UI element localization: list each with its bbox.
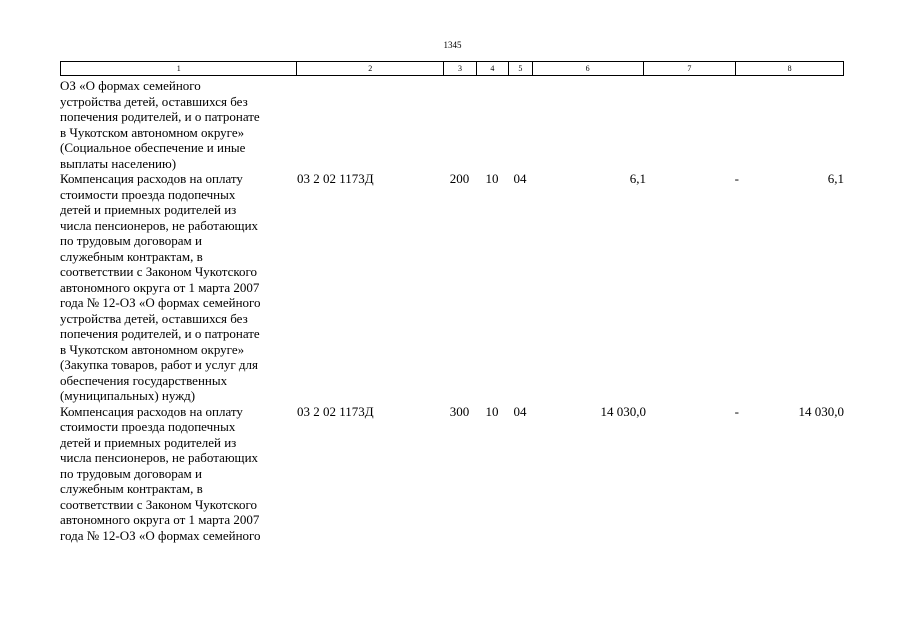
row-code: 03 2 02 1173Д	[297, 171, 374, 186]
header-col-3: 3	[444, 62, 477, 75]
table-row	[60, 78, 850, 171]
table-body	[60, 78, 850, 543]
row-col-7: -	[734, 171, 739, 186]
row-col-3: 300	[449, 403, 470, 419]
header-col-6: 6	[533, 62, 644, 75]
header-col-7: 7	[644, 62, 737, 75]
row-col-4: 10	[485, 403, 499, 419]
table-header	[60, 61, 844, 76]
table-row	[60, 171, 850, 404]
row-col-8: 14 030,0	[798, 403, 844, 419]
row-col-5: 04	[513, 171, 527, 186]
header-col-5: 5	[509, 62, 533, 75]
header-col-4: 4	[477, 62, 509, 75]
row-description: ОЗ «О формах семейного устройства детей, оставшихся без попечения родителей, и о патронате в Чукотском автономном округе» (Социальное обеспечение и иные выплаты населению)	[60, 78, 260, 171]
header-col-1: 1	[61, 62, 297, 75]
row-col-8: 6,1	[827, 171, 844, 186]
row-col-5: 04	[513, 403, 527, 419]
row-col-4: 10	[485, 171, 499, 186]
row-description: Компенсация расходов на оплату стоимости проезда подопечных детей и приемных родителей из числа пенсионеров, не работающих по трудовым договорам и служебным контрактам, в соответствии с Законом Чукотского автономного округа от 1 марта 2007 года № 12-ОЗ «О формах семейного устройства детей, оставшихся без попечения родителей, и о патронате в Чукотском автономном округе» (Закупка товаров, работ и услуг для обеспечения государственных (муниципальных) нужд)	[60, 171, 261, 403]
header-col-2: 2	[297, 62, 444, 75]
row-col-6: 14 030,0	[600, 403, 646, 419]
row-col-6: 6,1	[629, 171, 646, 186]
row-col-7: -	[734, 403, 739, 419]
page-number: 1345	[443, 40, 462, 50]
row-col-3: 200	[449, 171, 470, 186]
table-row	[60, 404, 850, 544]
row-description: Компенсация расходов на оплату стоимости проезда подопечных детей и приемных родителей из числа пенсионеров, не работающих по трудовым договорам и служебным контрактам, в соответствии с Законом Чукотского автономного округа от 1 марта 2007 года № 12-ОЗ «О формах семейного	[60, 403, 261, 543]
row-code: 03 2 02 1173Д	[297, 403, 374, 419]
header-col-8: 8	[787, 64, 792, 73]
